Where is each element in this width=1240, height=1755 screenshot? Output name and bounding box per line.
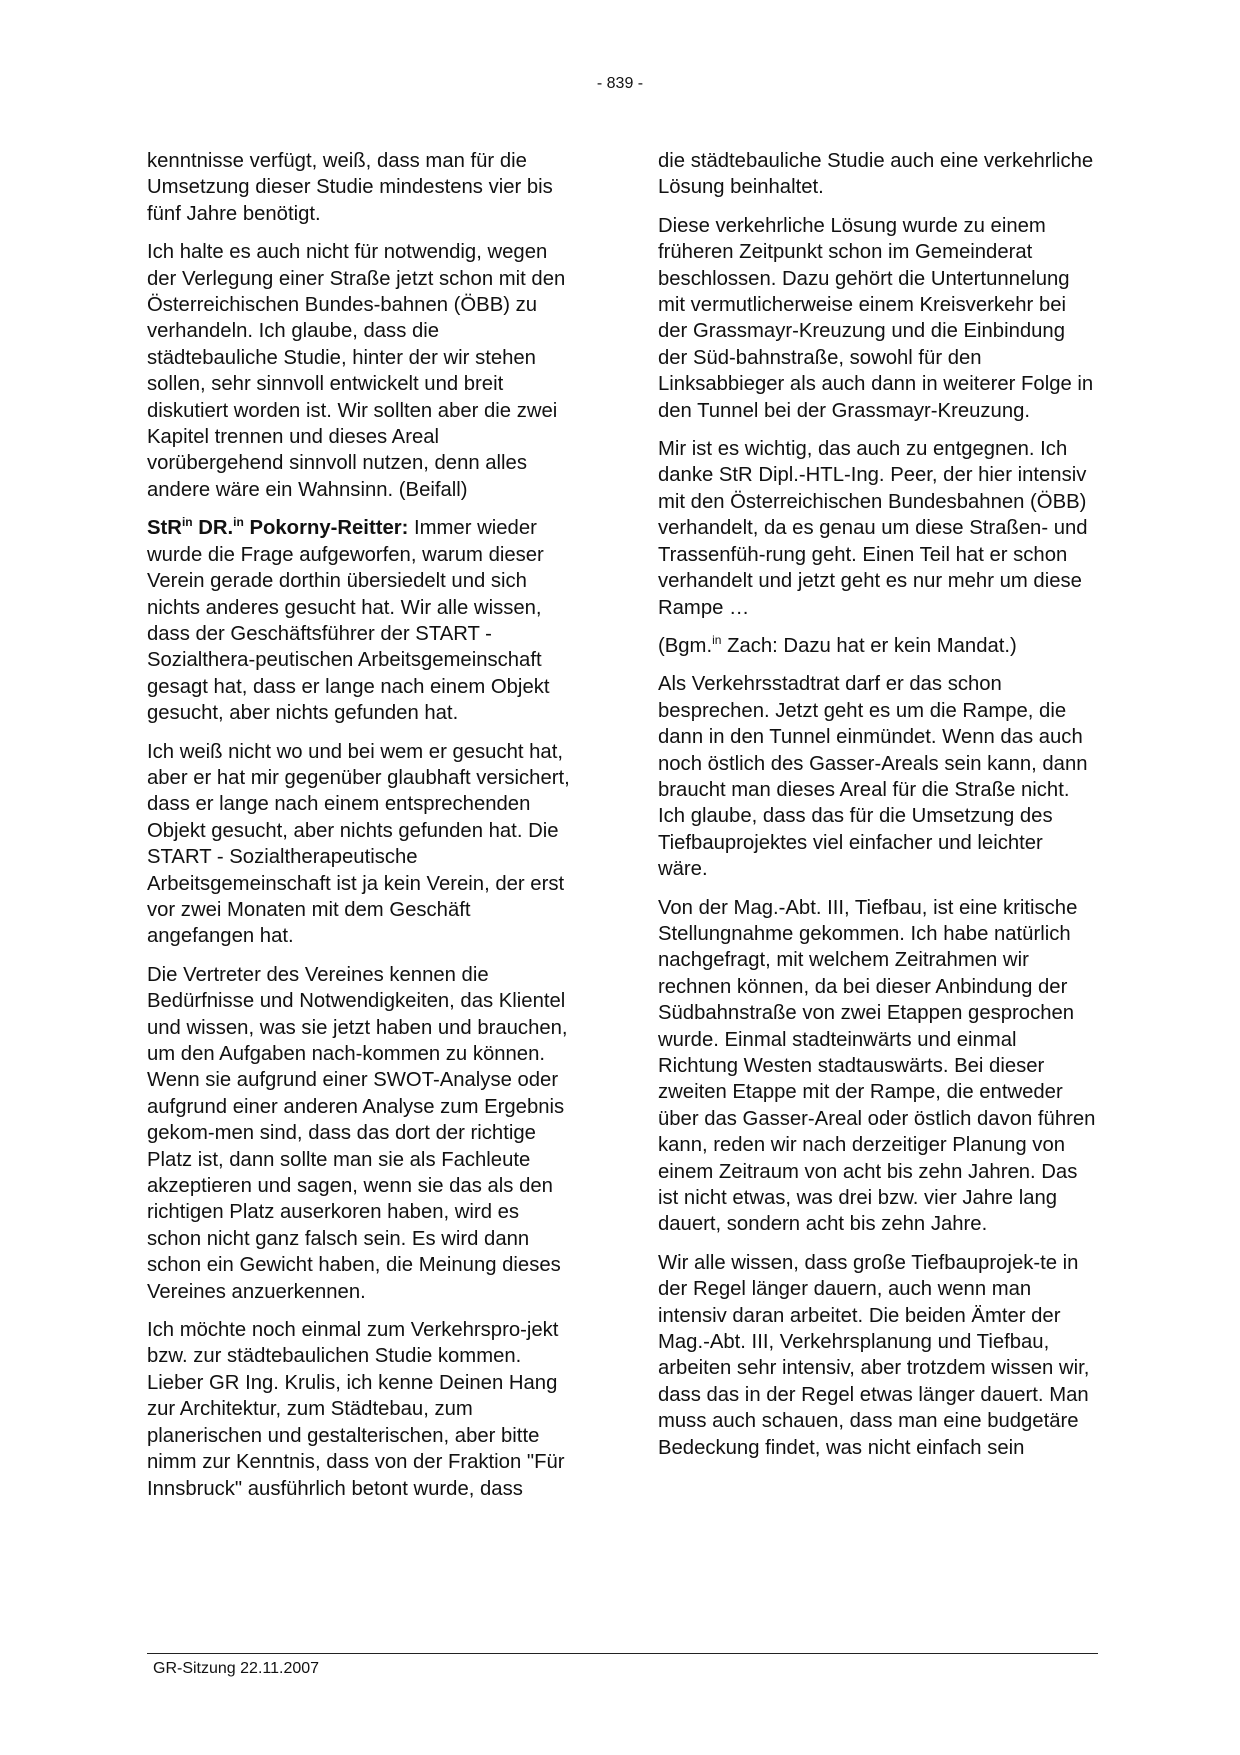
paragraph: Mir ist es wichtig, das auch zu entgegnen. Ich danke StR Dipl.-HTL-Ing. Peer, der hier intensiv mit den Österreichischen Bundesbahnen (ÖBB) verhandelt, da es genau um diese Straßen- und Trassenfüh-rung geht. Einen Teil hat er schon verhandelt und jetzt geht es nur mehr um diese Rampe … bbox=[658, 438, 1088, 619]
paragraph: Von der Mag.-Abt. III, Tiefbau, ist eine kritische Stellungnahme gekommen. Ich habe natürlich nachgefragt, mit welchem Zeitrahmen wir rechnen können, da bei dieser Anbindung der Südbahnstraße von zwei Etappen gesprochen wurde. Einmal stadteinwärts und einmal Richtung Westen stadtauswärts. Bei dieser zweiten Etappe mit der Rampe, die entweder über das Gasser-Areal oder östlich davon führen kann, reden wir nach derzeitiger Planung von einem Zeitraum von acht bis zehn Jahren. Das ist nicht etwas, was drei bzw. vier Jahre lang dauert, sondern acht bis zehn Jahre. bbox=[658, 896, 1096, 1236]
speaker-degree: DR. bbox=[192, 517, 234, 540]
speaker-text: Immer wieder wurde die Frage aufgeworfen, warum dieser Verein gerade dorthin übersiedelt und sich nichts anderes gesucht hat. Wir alle wissen, dass der Geschäftsführer der START - Sozialthera-peutischen Arbeitsgemeinschaft gesagt hat, dass er lange nach einem Objekt gesucht, aber nichts gefunden hat. bbox=[147, 517, 550, 725]
paragraph: Ich möchte noch einmal zum Verkehrspro-jekt bzw. zur städtebaulichen Studie kommen. Lieber GR Ing. Krulis, ich kenne Deinen Hang zur Architektur, zum Städtebau, zum planerischen und gestalterischen, aber bitte nimm zur Kenntnis, dass von der Fraktion "Für Innsbruck" ausführlich betont wurde, dass bbox=[147, 1319, 565, 1500]
footer-divider bbox=[147, 1653, 1098, 1654]
paragraph: kenntnisse verfügt, weiß, dass man für die Umsetzung dieser Studie mindestens vier bis fünf Jahre benötigt. bbox=[147, 150, 553, 225]
speaker-paragraph bbox=[147, 515, 572, 726]
paragraph: Ich weiß nicht wo und bei wem er gesucht hat, aber er hat mir gegenüber glaubhaft versichert, dass er lange nach einem entsprechenden Objekt gesucht, aber nichts gefunden hat. Die START - Sozialtherapeutische Arbeitsgemeinschaft ist ja kein Verein, der erst vor zwei Monaten mit dem Geschäft angefangen hat. bbox=[147, 740, 570, 948]
speaker-surname: Pokorny-Reitter: bbox=[243, 517, 409, 540]
paragraph: Die Vertreter des Vereines kennen die Bedürfnisse und Notwendigkeiten, das Klientel und wissen, was sie jetzt haben und brauchen, um den Aufgaben nach-kommen zu können. Wenn sie aufgrund einer SWOT-Analyse oder aufgrund einer anderen Analyse zum Ergebnis gekom-men sind, dass das dort der richtige Platz ist, dann sollte man sie als Fachleute akzeptieren und sagen, wenn sie das als den richtigen Platz auserkoren haben, wird es schon nicht ganz falsch sein. Es wird dann schon ein Gewicht haben, die Meinung dieses Vereines anzuerkennen. bbox=[147, 963, 568, 1303]
speaker-title: StR bbox=[147, 517, 182, 540]
interjection bbox=[658, 633, 1098, 659]
interjection-text: Zach: Dazu hat er kein Mandat.) bbox=[721, 634, 1017, 657]
page-number: - 839 - bbox=[596, 75, 644, 92]
speaker-title-suffix: in bbox=[181, 515, 193, 530]
paragraph: Als Verkehrsstadtrat darf er das schon besprechen. Jetzt geht es um die Rampe, die dann in den Tunnel einmündet. Wenn das auch noch östlich des Gasser-Areals sein kann, dann braucht man dieses Areal für die Straße nicht. Ich glaube, dass das für die Umsetzung des Tiefbauprojektes viel einfacher und leichter wäre. bbox=[658, 673, 1088, 881]
speaker-degree-suffix: in bbox=[233, 515, 244, 530]
footer-session-date: GR-Sitzung 22.11.2007 bbox=[153, 1660, 320, 1677]
paragraph: Wir alle wissen, dass große Tiefbauprojek-te in der Regel länger dauern, auch wenn man intensiv daran arbeitet. Die beiden Ämter der Mag.-Abt. III, Verkehrsplanung und Tiefbau, arbeiten sehr intensiv, aber trotzdem wissen wir, dass das in der Regel etwas länger dauert. Man muss auch schauen, dass man eine budgetäre Bedeckung findet, was nicht einfach sein bbox=[658, 1251, 1090, 1459]
interjection-open: (Bgm. bbox=[658, 634, 713, 657]
paragraph: Ich halte es auch nicht für notwendig, wegen der Verlegung einer Straße jetzt schon mit den Österreichischen Bundes-bahnen (ÖBB) zu verhandeln. Ich glaube, dass die städtebauliche Studie, hinter der wir stehen sollen, sehr sinnvoll entwickelt und breit diskutiert worden ist. Wir sollten aber die zwei Kapitel trennen und dieses Areal vorübergehend sinnvoll nutzen, denn alles andere wäre ein Wahnsinn. (Beifall) bbox=[147, 241, 566, 501]
paragraph: Diese verkehrliche Lösung wurde zu einem früheren Zeitpunkt schon im Gemeinderat beschlossen. Dazu gehört die Untertunnelung mit vermutlicherweise einem Kreisverkehr bei der Grassmayr-Kreuzung und die Einbindung der Süd-bahnstraße, sowohl für den Linksabbieger als auch dann in weiterer Folge in den Tunnel bei der Grassmayr-Kreuzung. bbox=[658, 214, 1094, 422]
left-column bbox=[147, 148, 572, 1514]
paragraph: die städtebauliche Studie auch eine verkehrliche Lösung beinhaltet. bbox=[658, 150, 1094, 199]
speaker-name bbox=[147, 517, 408, 539]
interjection-suffix: in bbox=[712, 633, 722, 648]
right-column bbox=[658, 148, 1098, 1473]
